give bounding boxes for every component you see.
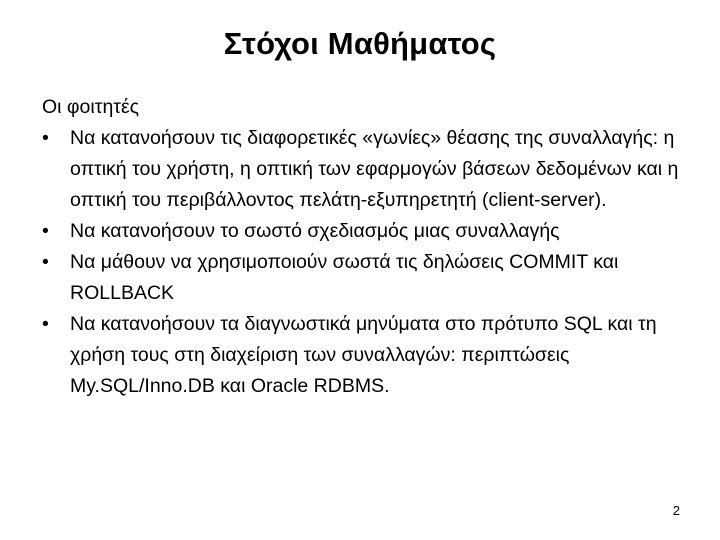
bullet-text: Να κατανοήσουν το σωστό σχεδιασμός μιας συναλλαγής [70,220,560,242]
bullet-text: Να κατανοήσουν τα διαγνωστικά μηνύματα στο πρότυπο SQL και τη χρήση τους στη διαχείριση των συναλλαγών: περιπτώσεις My.SQL/Inno.DB και Oracle RDBMS. [70,313,657,397]
bullet-item [42,309,692,402]
page-number: 2 [672,503,680,518]
intro-text: Οι φοιτητές [42,96,140,118]
slide-body [42,92,692,402]
bullet-item [42,216,692,247]
bullet-icon: • [42,127,49,149]
slide-title: Στόχοι Μαθήματος [223,26,497,61]
bullet-icon: • [42,220,49,242]
bullet-text: Να κατανοήσουν τις διαφορετικές «γωνίες» θέασης της συναλλαγής: η οπτική του χρήστη, η οπτική των εφαρμογών βάσεων δεδομένων και η οπτική του περιβάλλοντος πελάτη-εξυπηρετητή (client-server). [70,127,679,211]
bullet-icon: • [42,251,49,273]
bullet-item [42,247,692,309]
bullet-item [42,123,692,216]
bullet-list [42,123,692,402]
bullet-icon: • [42,313,49,335]
bullet-text: Να μάθουν να χρησιμοποιούν σωστά τις δηλώσεις COMMIT και ROLLBACK [70,251,619,304]
